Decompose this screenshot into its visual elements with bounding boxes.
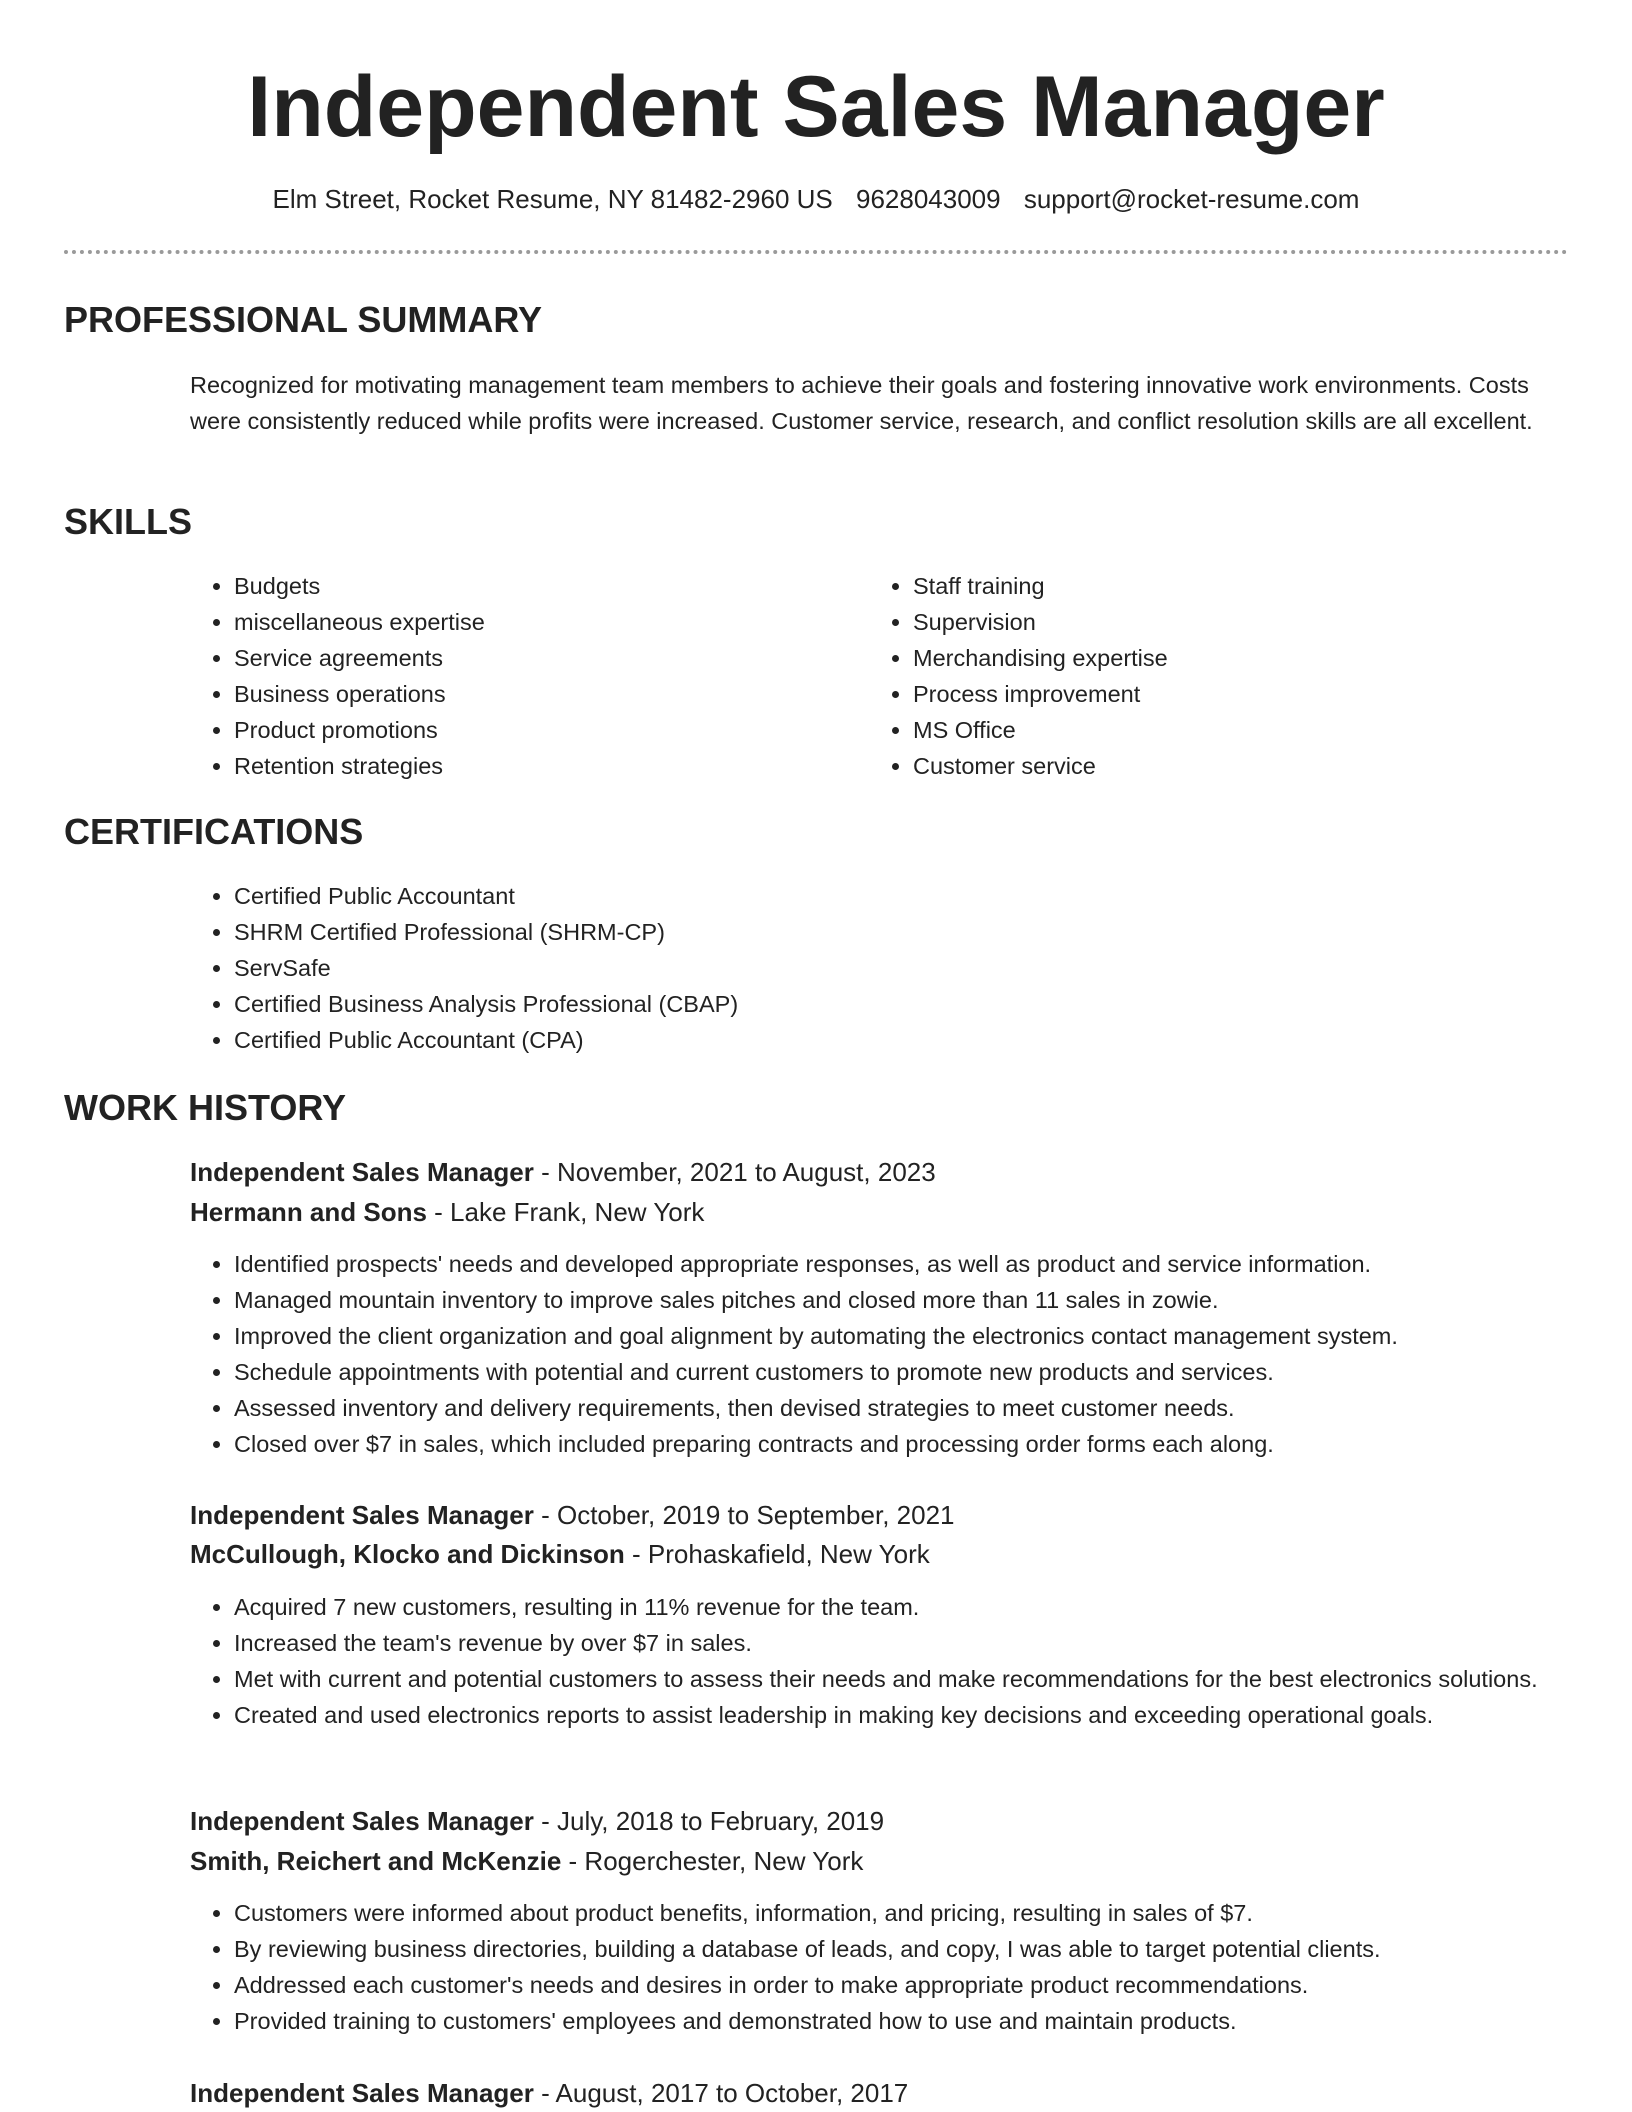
- header-divider: [64, 250, 1568, 254]
- job-bullet: • Managed mountain inventory to improve sales pitches and closed more than 11 sales in zowie.: [234, 1282, 1614, 1318]
- job-company: Smith, Reichert and McKenzie: [190, 1846, 562, 1876]
- skill-item: • Service agreements: [234, 640, 834, 676]
- contact-address: Elm Street, Rocket Resume, NY 81482-2960 US: [272, 184, 833, 214]
- job-bullet: • Met with current and potential customers to assess their needs and make recommendations for the best electronics solutions.: [234, 1661, 1614, 1697]
- job-bullet: • By reviewing business directories, building a database of leads, and copy, I was able to target potential clients.: [234, 1931, 1614, 1967]
- job-bullet: • Identified prospects' needs and developed appropriate responses, as well as product and service information.: [234, 1246, 1614, 1282]
- job-dates: - August, 2017 to October, 2017: [533, 2078, 909, 2108]
- summary-text: Recognized for motivating management team members to achieve their goals and fostering innovative work environments. Costs were consistently reduced while profits were increased. Customer service, research, and conflict resolution skills are all excellent.: [190, 372, 1533, 434]
- job-dates: - November, 2021 to August, 2023: [533, 1157, 936, 1187]
- contact-line: [0, 182, 1632, 216]
- skill-item: • Supervision: [913, 604, 1513, 640]
- certification-item: • ServSafe: [234, 950, 1434, 986]
- skill-item: • Business operations: [234, 676, 834, 712]
- job-title-line: [190, 1154, 936, 1190]
- resume-name: Independent Sales Manager: [247, 59, 1385, 155]
- certification-item: • Certified Public Accountant: [234, 878, 1434, 914]
- job-company: Hermann and Sons: [190, 1197, 427, 1227]
- skills-heading: SKILLS: [64, 501, 193, 542]
- job-company-line: [190, 1194, 704, 1230]
- contact-email: support@rocket-resume.com: [1023, 184, 1360, 214]
- job-location: - Lake Frank, New York: [426, 1197, 705, 1227]
- job-bullet: • Provided training to customers' employees and demonstrated how to use and maintain products.: [234, 2003, 1614, 2039]
- job-title: Independent Sales Manager: [190, 1806, 534, 1836]
- skill-item: • Customer service: [913, 748, 1513, 784]
- skill-item: • Merchandising expertise: [913, 640, 1513, 676]
- certifications-heading: CERTIFICATIONS: [64, 811, 364, 852]
- skill-item: • Retention strategies: [234, 748, 834, 784]
- job-bullet: • Addressed each customer's needs and desires in order to make appropriate product recommendations.: [234, 1967, 1614, 2003]
- skill-item: • Process improvement: [913, 676, 1513, 712]
- job-title-line: [190, 2075, 908, 2111]
- job-bullet: • Acquired 7 new customers, resulting in 11% revenue for the team.: [234, 1589, 1614, 1625]
- job-bullet: • Created and used electronics reports to assist leadership in making key decisions and exceeding operational goals.: [234, 1697, 1614, 1733]
- skill-item: • miscellaneous expertise: [234, 604, 834, 640]
- job-dates: - July, 2018 to February, 2019: [533, 1806, 885, 1836]
- job-bullet: • Increased the team's revenue by over $7 in sales.: [234, 1625, 1614, 1661]
- job-bullet: • Improved the client organization and goal alignment by automating the electronics contact management system.: [234, 1318, 1614, 1354]
- job-title-line: [190, 1497, 954, 1533]
- contact-phone: 9628043009: [856, 184, 1001, 214]
- certifications-list: [190, 878, 1434, 1058]
- skill-item: • Staff training: [913, 568, 1513, 604]
- certification-item: • SHRM Certified Professional (SHRM-CP): [234, 914, 1434, 950]
- job-bullet: • Schedule appointments with potential and current customers to promote new products and services.: [234, 1354, 1614, 1390]
- job-company-line: [190, 1843, 863, 1879]
- job-bullets: [190, 1246, 1614, 1462]
- skill-item: • MS Office: [913, 712, 1513, 748]
- job-bullet: • Customers were informed about product benefits, information, and pricing, resulting in sales of $7.: [234, 1895, 1614, 1931]
- skills-list-left: [190, 568, 834, 784]
- job-bullets: [190, 1895, 1614, 2039]
- job-title: Independent Sales Manager: [190, 1157, 534, 1187]
- job-bullet: • Closed over $7 in sales, which included preparing contracts and processing order forms each along.: [234, 1426, 1614, 1462]
- job-company: McCullough, Klocko and Dickinson: [190, 1539, 625, 1569]
- job-location: - Prohaskafield, New York: [624, 1539, 930, 1569]
- job-title-line: [190, 1803, 884, 1839]
- work-history-heading: WORK HISTORY: [64, 1087, 347, 1128]
- job-dates: - October, 2019 to September, 2021: [533, 1500, 955, 1530]
- job-title: Independent Sales Manager: [190, 2078, 534, 2108]
- certification-item: • Certified Business Analysis Professional (CBAP): [234, 986, 1434, 1022]
- job-bullets: [190, 1589, 1614, 1733]
- summary-heading: PROFESSIONAL SUMMARY: [64, 299, 543, 340]
- skills-list-right: [869, 568, 1513, 784]
- job-title: Independent Sales Manager: [190, 1500, 534, 1530]
- certification-item: • Certified Public Accountant (CPA): [234, 1022, 1434, 1058]
- job-location: - Rogerchester, New York: [561, 1846, 864, 1876]
- skill-item: • Budgets: [234, 568, 834, 604]
- skill-item: • Product promotions: [234, 712, 834, 748]
- job-company-line: [190, 1536, 930, 1572]
- job-bullet: • Assessed inventory and delivery requirements, then devised strategies to meet customer needs.: [234, 1390, 1614, 1426]
